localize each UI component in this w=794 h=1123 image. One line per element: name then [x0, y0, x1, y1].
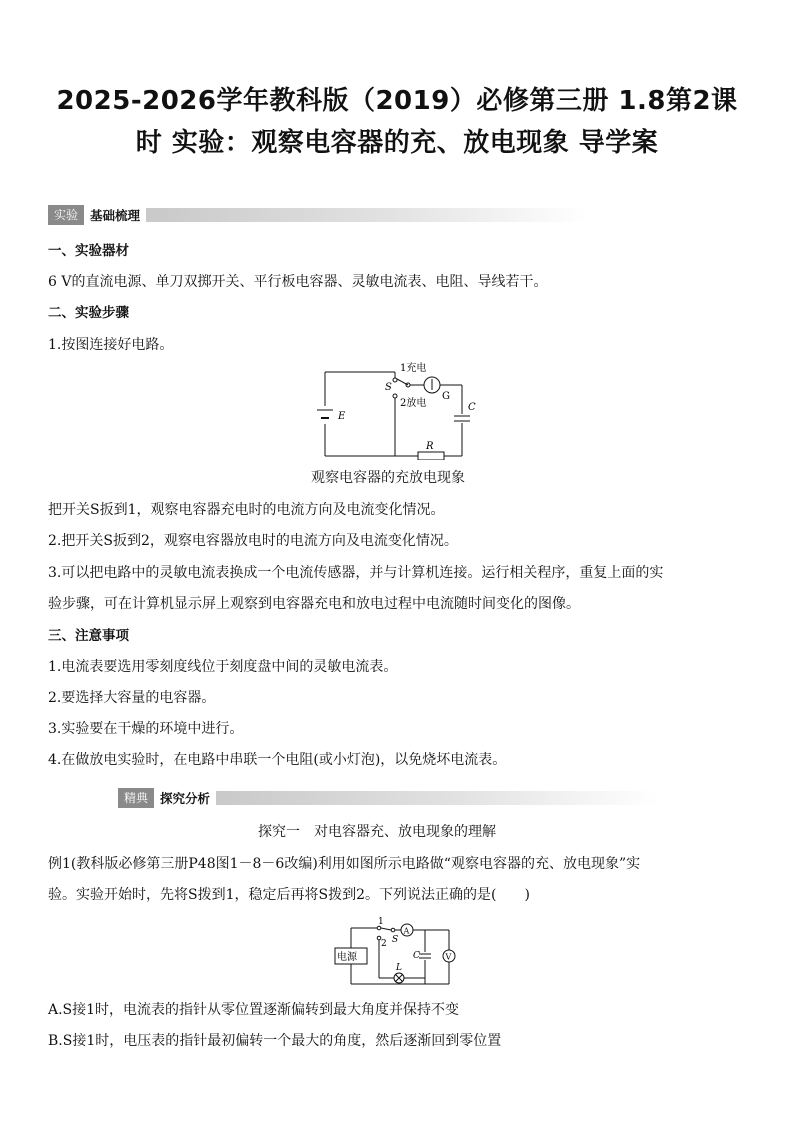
page-title [46, 80, 748, 164]
step-charge: 把开关S扳到1，观察电容器充电时的电流方向及电流变化情况。 [48, 502, 445, 518]
paragraph-equipment: 6 V的直流电源、单刀双掷开关、平行板电容器、灵敏电流表、电阻、导线若干。 [48, 274, 548, 290]
figure-caption: 观察电容器的充放电现象 [311, 470, 465, 486]
label-discharge: 2放电 [400, 398, 427, 409]
note-1: 1.电流表要选用零刻度线位于刻度盘中间的灵敏电流表。 [48, 659, 398, 675]
explore-heading: 探究一 对电容器充、放电现象的理解 [258, 824, 496, 840]
example-1-line-1: 例1(教科版必修第三册P48图1－8－6改编)利用如图所示电路做“观察电容器的充、放电现象”实 [48, 856, 641, 872]
label-galvanometer: G [442, 391, 450, 402]
section-name: 基础梳理 [90, 208, 141, 223]
heading-equipment: 一、实验器材 [48, 243, 129, 259]
label-bulb: L [396, 963, 402, 973]
section-header-analysis [118, 787, 658, 809]
label-power-source: 电源 [337, 952, 357, 963]
label-capacitor: C [413, 951, 420, 961]
label-ammeter: A [403, 926, 410, 936]
section-tag: 精典 [118, 788, 154, 808]
section-tag: 实验 [48, 205, 84, 225]
section-name: 探究分析 [160, 791, 211, 806]
heading-notes: 三、注意事项 [48, 628, 129, 644]
example-1-line-2: 验。实验开始时，先将S拨到1，稳定后再将S拨到2。下列说法正确的是( ) [48, 887, 530, 903]
label-capacitor: C [468, 402, 476, 413]
step-3-line-1: 3.可以把电路中的灵敏电流表换成一个电流传感器，并与计算机连接。运行相关程序，重复上面的实 [48, 565, 664, 581]
step-2: 2.把开关S扳到2，观察电容器放电时的电流方向及电流变化情况。 [48, 533, 458, 549]
title-line-2: 时 实验：观察电容器的充、放电现象 导学案 [135, 128, 659, 158]
note-3: 3.实验要在干燥的环境中进行。 [48, 721, 244, 737]
section-header-basics [48, 204, 588, 226]
label-emf: E [338, 411, 346, 422]
step-1: 1.按图连接好电路。 [48, 337, 174, 353]
label-switch-s: S [392, 935, 399, 945]
section-divider [216, 791, 658, 805]
heading-steps: 二、实验步骤 [48, 305, 129, 321]
note-2: 2.要选择大容量的电容器。 [48, 690, 216, 706]
circuit-diagram-1 [310, 360, 490, 460]
option-b: B.S接1时，电压表的指针最初偏转一个最大的角度，然后逐渐回到零位置 [48, 1033, 502, 1049]
section-divider [146, 208, 588, 222]
circuit-diagram-2 [333, 914, 463, 990]
title-line-1: 2025-2026学年教科版（2019）必修第三册 1.8第2课 [56, 86, 738, 116]
label-terminal-1: 1 [378, 917, 384, 927]
label-switch-s: S [385, 382, 392, 393]
step-3-line-2: 验步骤，可在计算机显示屏上观察到电容器充电和放电过程中电流随时间变化的图像。 [48, 596, 580, 612]
note-4: 4.在做放电实验时，在电路中串联一个电阻(或小灯泡)，以免烧坏电流表。 [48, 752, 507, 768]
label-terminal-2: 2 [381, 939, 387, 949]
label-charge: 1充电 [400, 363, 427, 374]
label-voltmeter: V [445, 952, 452, 962]
option-a: A.S接1时，电流表的指针从零位置逐渐偏转到最大角度并保持不变 [48, 1002, 460, 1018]
label-resistor: R [426, 441, 434, 452]
